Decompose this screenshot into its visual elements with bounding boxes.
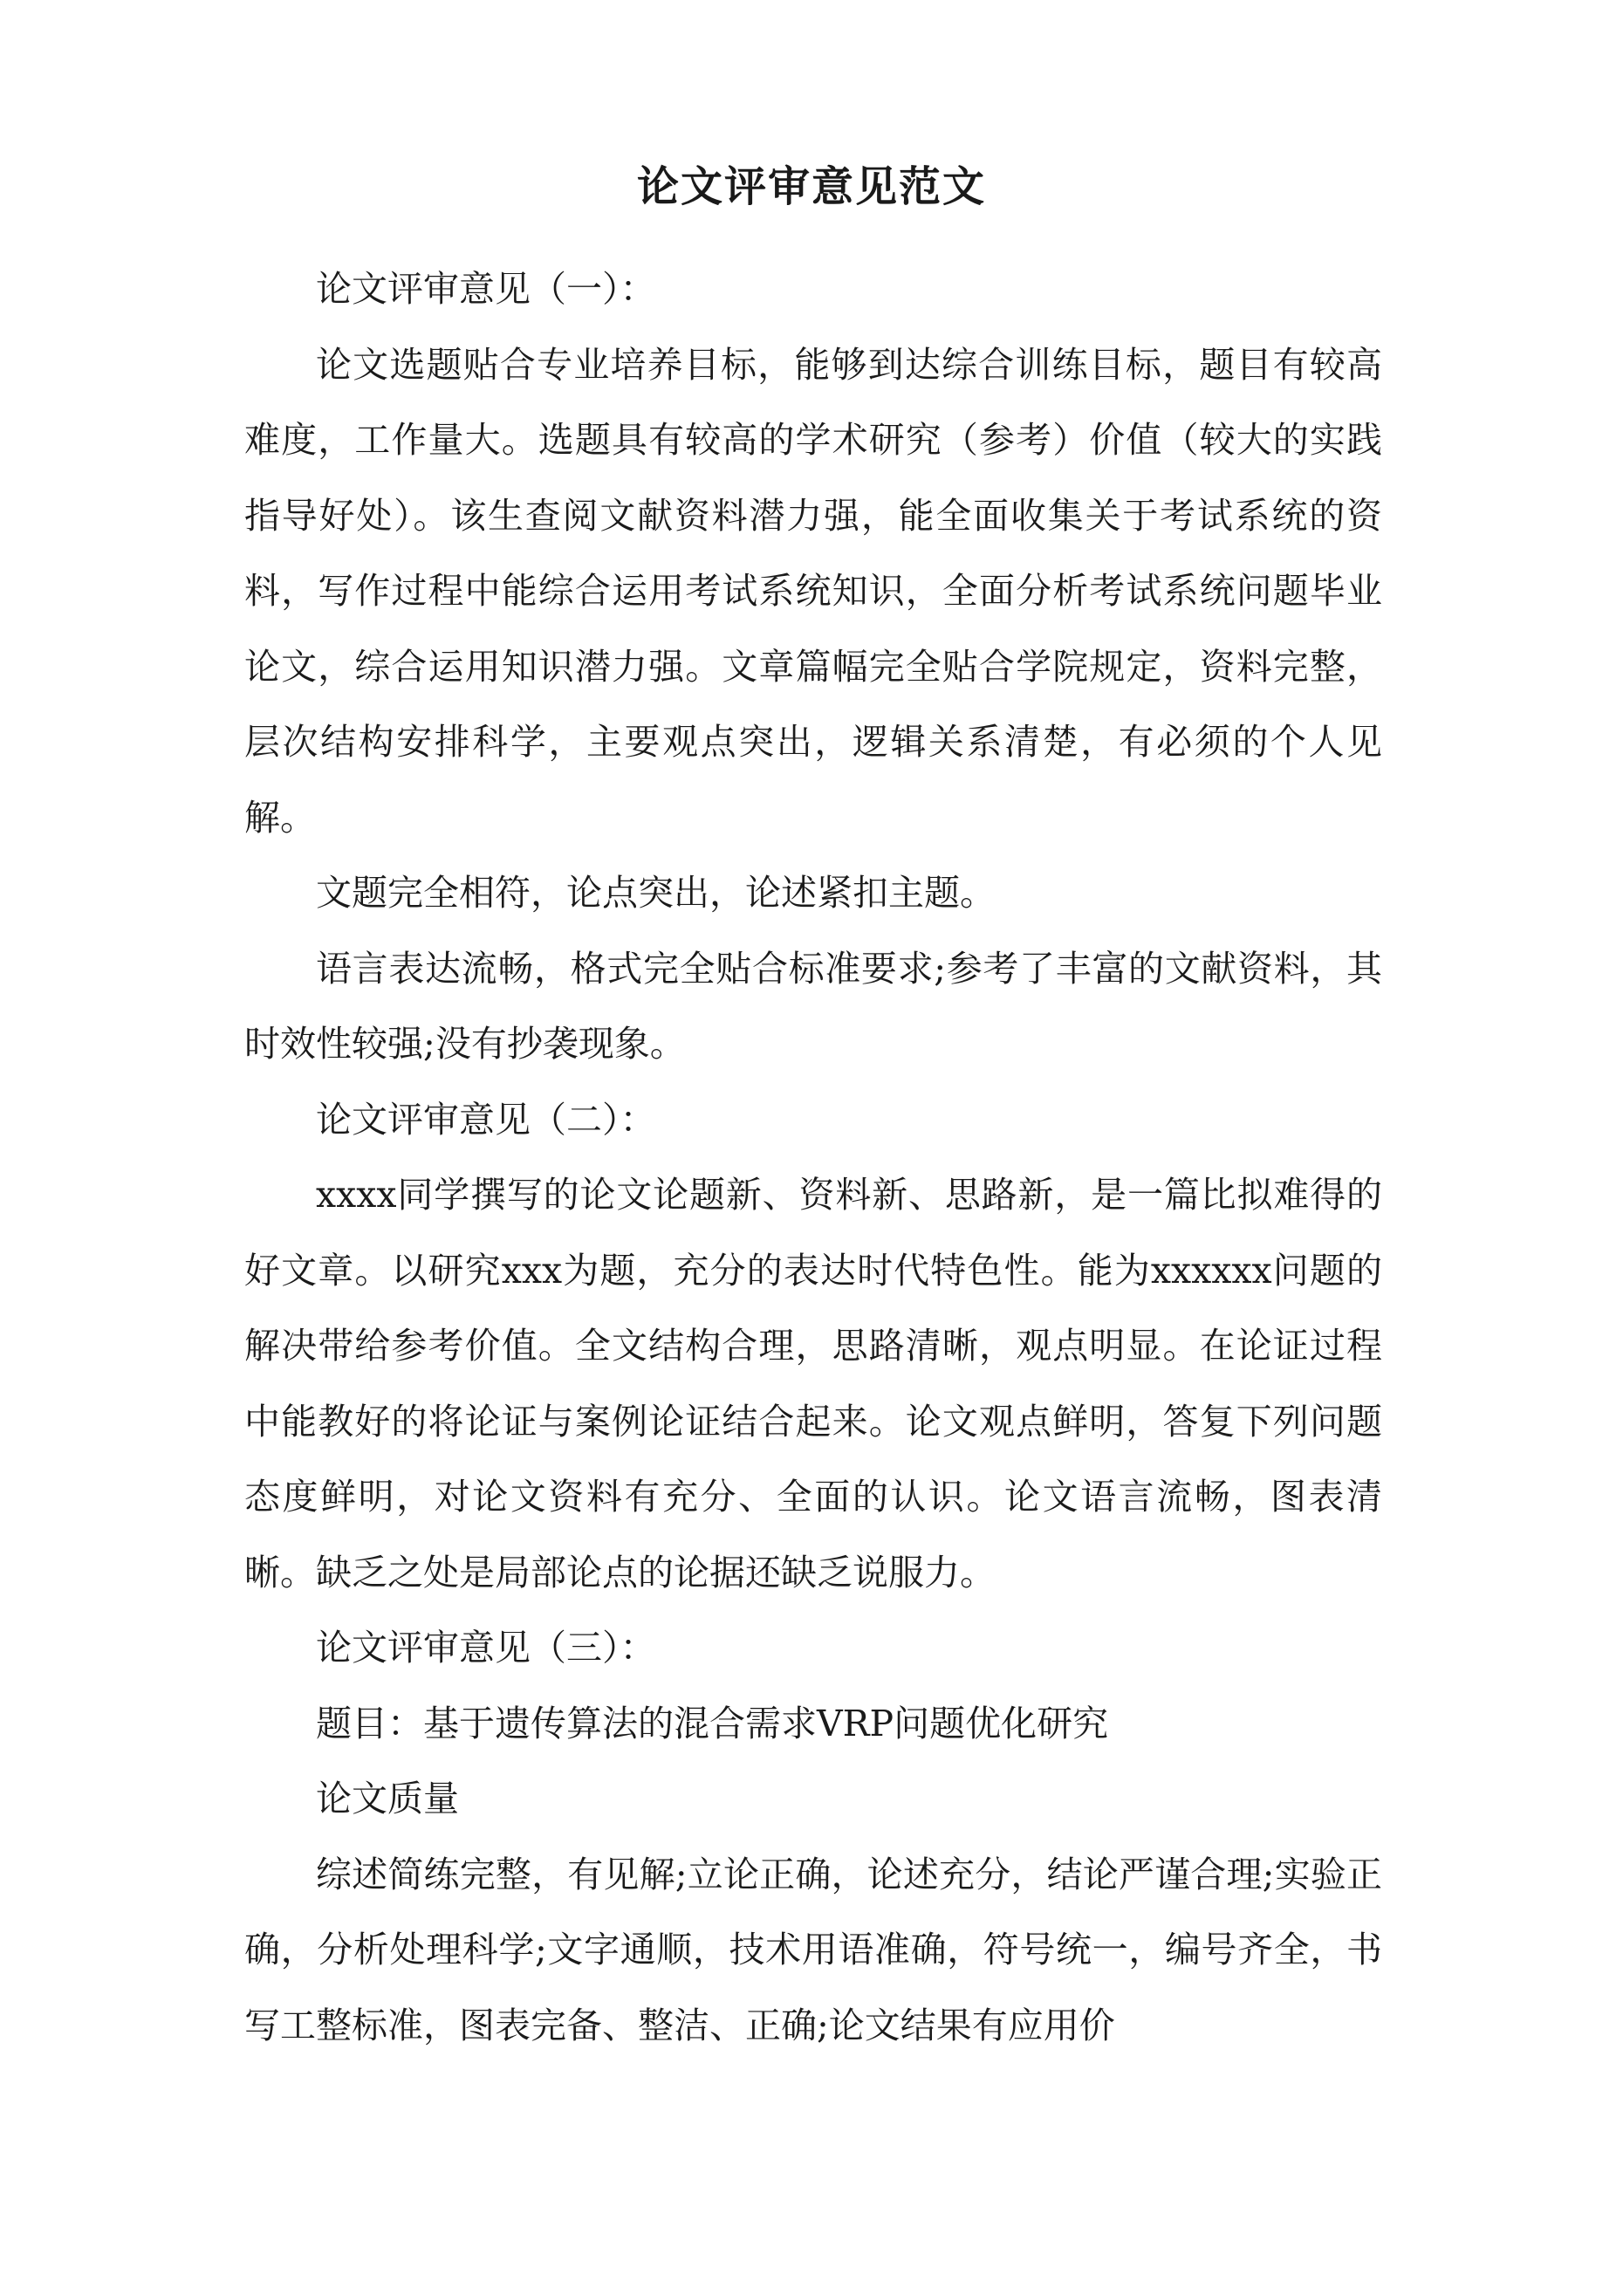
review-paragraph: 文题完全相符，论点突出，论述紧扣主题。 [316, 872, 996, 914]
section-heading-quality: 论文质量 [316, 1778, 459, 1820]
document-body [244, 251, 1382, 2063]
review-paragraph: 综述简练完整，有见解;立论正确，论述充分，结论严谨合理;实验正确，分析处理科学;文字通顺，技术用语准确，符号统一，编号齐全，书写工整标准，图表完备、整洁、正确;论文结果有应用价 [244, 1853, 1382, 2046]
review-heading-3: 论文评审意见（三）： [316, 1627, 656, 1669]
thesis-topic: 题目：基于遗传算法的混合需求VRP问题优化研究 [316, 1702, 1109, 1744]
review-paragraph: xxxx同学撰写的论文论题新、资料新、思路新，是一篇比拟难得的好文章。以研究xxx为题，充分的表达时代特色性。能为xxxxxx问题的解决带给参考价值。全文结构合理，思路清晰，观点明显。在论证过程中能教好的将论证与案例论证结合起来。论文观点鲜明，答复下列问题态度鲜明，对论文资料有充分、全面的认识。论文语言流畅，图表清晰。缺乏之处是局部论点的论据还缺乏说服力。 [244, 1174, 1382, 1593]
review-heading-2: 论文评审意见（二）： [316, 1098, 656, 1141]
review-paragraph: 论文选题贴合专业培养目标，能够到达综合训练目标，题目有较高难度，工作量大。选题具有较高的学术研究（参考）价值（较大的实践指导好处）。该生查阅文献资料潜力强，能全面收集关于考试系统的资料，写作过程中能综合运用考试系统知识，全面分析考试系统问题毕业论文，综合运用知识潜力强。文章篇幅完全贴合学院规定，资料完整，层次结构安排科学，主要观点突出，逻辑关系清楚，有必须的个人见解。 [244, 343, 1382, 839]
review-heading-1: 论文评审意见（一）： [316, 268, 656, 310]
review-paragraph: 语言表达流畅，格式完全贴合标准要求;参考了丰富的文献资料，其时效性较强;没有抄袭现象。 [244, 947, 1382, 1065]
document-title: 论文评审意见范文 [636, 162, 986, 211]
